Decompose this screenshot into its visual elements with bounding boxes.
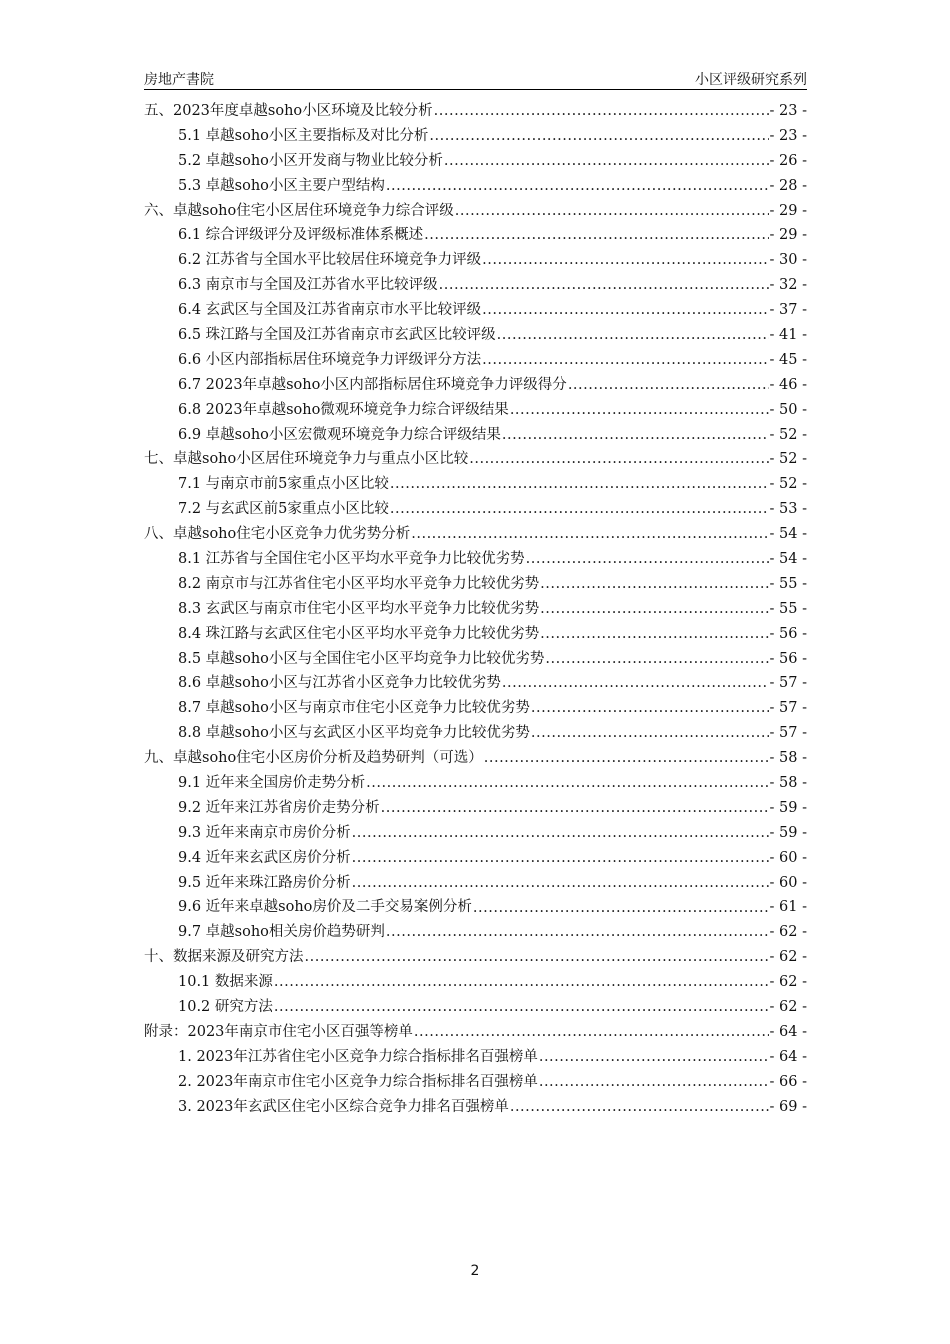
toc-entry-title: 9.2 近年来江苏省房价走势分析	[178, 799, 380, 816]
toc-section-entry[interactable]	[144, 547, 807, 572]
toc-dot-leader	[434, 99, 769, 124]
toc-entry-page: - 62 -	[769, 949, 807, 966]
page-header	[144, 67, 807, 90]
toc-dot-leader	[455, 199, 769, 224]
toc-chapter-entry[interactable]	[144, 199, 807, 224]
toc-dot-leader	[390, 472, 769, 497]
toc-dot-leader	[274, 970, 769, 995]
toc-entry-page: - 59 -	[769, 824, 807, 841]
toc-entry-title: 九、卓越soho住宅小区房价分析及趋势研判（可选）	[144, 750, 483, 767]
toc-dot-leader	[540, 622, 768, 647]
toc-entry-title: 5.1 卓越soho小区主要指标及对比分析	[178, 127, 429, 144]
toc-entry-title: 5.3 卓越soho小区主要户型结构	[178, 177, 385, 194]
toc-entry-title: 七、卓越soho小区居住环境竞争力与重点小区比较	[144, 451, 469, 468]
page-number: 2	[470, 1263, 480, 1279]
toc-dot-leader	[439, 273, 769, 298]
toc-dot-leader	[497, 323, 769, 348]
toc-entry-title: 6.6 小区内部指标居住环境竞争力评级评分方法	[178, 351, 482, 368]
toc-entry-page: - 58 -	[769, 775, 807, 792]
toc-entry-title: 6.7 2023年卓越soho小区内部指标居住环境竞争力评级得分	[178, 376, 567, 393]
toc-entry-page: - 54 -	[769, 551, 807, 568]
toc-section-entry[interactable]	[144, 821, 807, 846]
toc-entry-title: 6.5 珠江路与全国及江苏省南京市玄武区比较评级	[178, 327, 496, 343]
toc-section-entry[interactable]	[144, 896, 807, 921]
toc-entry-title: 7.2 与玄武区前5家重点小区比较	[178, 501, 389, 518]
header-publisher: 房地产書院	[144, 72, 214, 88]
toc-chapter-entry[interactable]	[144, 1020, 807, 1045]
toc-section-entry[interactable]	[144, 124, 807, 149]
toc-dot-leader	[305, 945, 769, 970]
toc-dot-leader	[444, 149, 769, 174]
toc-entry-page: - 29 -	[769, 227, 807, 244]
toc-entry-title: 6.4 玄武区与全国及江苏省南京市水平比较评级	[178, 302, 482, 319]
toc-entry-title: 1. 2023年江苏省住宅小区竞争力综合指标排名百强榜单	[178, 1048, 538, 1065]
toc-entry-page: - 56 -	[769, 650, 807, 667]
toc-dot-leader	[352, 846, 769, 871]
toc-entry-title: 7.1 与南京市前5家重点小区比较	[178, 476, 389, 493]
toc-entry-title: 9.6 近年来卓越soho房价及二手交易案例分析	[178, 899, 472, 916]
toc-dot-leader	[510, 398, 769, 423]
toc-entry-title: 8.3 玄武区与南京市住宅小区平均水平竞争力比较优劣势	[178, 600, 540, 617]
toc-section-entry[interactable]	[144, 1070, 807, 1095]
toc-entry-page: - 37 -	[769, 302, 807, 319]
toc-section-entry[interactable]	[144, 1095, 807, 1120]
toc-entry-page: - 29 -	[769, 202, 807, 219]
toc-section-entry[interactable]	[144, 223, 807, 248]
toc-chapter-entry[interactable]	[144, 447, 807, 472]
toc-entry-title: 9.3 近年来南京市房价分析	[178, 824, 351, 841]
toc-section-entry[interactable]	[144, 647, 807, 672]
toc-entry-title: 6.9 卓越soho小区宏微观环境竞争力综合评级结果	[178, 426, 501, 443]
toc-entry-title: 9.7 卓越soho相关房价趋势研判	[178, 924, 385, 941]
toc-entry-page: - 64 -	[769, 1023, 807, 1040]
toc-dot-leader	[366, 771, 768, 796]
toc-dot-leader	[473, 896, 769, 921]
toc-dot-leader	[502, 671, 769, 696]
toc-entry-title: 六、卓越soho住宅小区居住环境竞争力综合评级	[144, 202, 454, 219]
toc-section-entry[interactable]	[144, 796, 807, 821]
toc-dot-leader	[540, 597, 768, 622]
toc-entry-page: - 55 -	[769, 600, 807, 617]
toc-entry-page: - 57 -	[769, 675, 807, 692]
toc-section-entry[interactable]	[144, 174, 807, 199]
toc-entry-title: 8.1 江苏省与全国住宅小区平均水平竞争力比较优劣势	[178, 551, 525, 568]
toc-section-entry[interactable]	[144, 622, 807, 647]
toc-entry-title: 五、2023年度卓越soho小区环境及比较分析	[144, 102, 433, 119]
toc-dot-leader	[386, 174, 769, 199]
toc-chapter-entry[interactable]	[144, 99, 807, 124]
toc-entry-page: - 57 -	[769, 725, 807, 742]
toc-dot-leader	[540, 572, 768, 597]
toc-dot-leader	[568, 373, 769, 398]
toc-entry-page: - 32 -	[769, 277, 807, 294]
toc-section-entry[interactable]	[144, 771, 807, 796]
toc-entry-page: - 45 -	[769, 351, 807, 368]
toc-dot-leader	[274, 995, 769, 1020]
toc-section-entry[interactable]	[144, 721, 807, 746]
toc-entry-title: 8.8 卓越soho小区与玄武区小区平均竞争力比较优劣势	[178, 725, 530, 742]
toc-entry-page: - 56 -	[769, 625, 807, 642]
toc-section-entry[interactable]	[144, 497, 807, 522]
toc-entry-page: - 28 -	[769, 177, 807, 194]
toc-dot-leader	[539, 1070, 769, 1095]
toc-dot-leader	[390, 497, 769, 522]
toc-entry-page: - 26 -	[769, 152, 807, 169]
toc-section-entry[interactable]	[144, 323, 807, 348]
toc-chapter-entry[interactable]	[144, 945, 807, 970]
toc-section-entry[interactable]	[144, 149, 807, 174]
toc-entry-page: - 41 -	[769, 327, 807, 343]
toc-entry-page: - 62 -	[769, 924, 807, 941]
toc-section-entry[interactable]	[144, 273, 807, 298]
toc-section-entry[interactable]	[144, 970, 807, 995]
header-series: 小区评级研究系列	[695, 72, 807, 88]
toc-entry-page: - 30 -	[769, 252, 807, 269]
toc-dot-leader	[484, 746, 769, 771]
toc-dot-leader	[482, 348, 768, 373]
toc-entry-title: 8.6 卓越soho小区与江苏省小区竞争力比较优劣势	[178, 675, 501, 692]
toc-entry-title: 9.5 近年来珠江路房价分析	[178, 874, 351, 891]
toc-entry-title: 附录：2023年南京市住宅小区百强等榜单	[144, 1023, 413, 1040]
toc-section-entry[interactable]	[144, 398, 807, 423]
toc-entry-page: - 61 -	[769, 899, 807, 916]
toc-dot-leader	[411, 522, 768, 547]
toc-chapter-entry[interactable]	[144, 522, 807, 547]
toc-entry-title: 十、数据来源及研究方法	[144, 949, 304, 966]
toc-dot-leader	[545, 647, 768, 672]
toc-entry-title: 6.8 2023年卓越soho微观环境竞争力综合评级结果	[178, 401, 509, 418]
toc-entry-title: 6.2 江苏省与全国水平比较居住环境竞争力评级	[178, 252, 482, 269]
toc-entry-page: - 57 -	[769, 700, 807, 717]
toc-entry-page: - 53 -	[769, 501, 807, 518]
toc-entry-page: - 69 -	[769, 1098, 807, 1115]
toc-section-entry[interactable]	[144, 572, 807, 597]
toc-entry-title: 八、卓越soho住宅小区竞争力优劣势分析	[144, 526, 411, 543]
toc-dot-leader	[352, 871, 769, 896]
toc-entry-page: - 23 -	[769, 127, 807, 144]
toc-entry-page: - 46 -	[769, 376, 807, 393]
toc-dot-leader	[352, 821, 769, 846]
toc-dot-leader	[482, 248, 768, 273]
table-of-contents	[144, 99, 807, 1120]
toc-entry-title: 2. 2023年南京市住宅小区竞争力综合指标排名百强榜单	[178, 1073, 538, 1090]
toc-section-entry[interactable]	[144, 671, 807, 696]
toc-entry-page: - 54 -	[769, 526, 807, 543]
toc-dot-leader	[510, 1095, 769, 1120]
toc-entry-page: - 62 -	[769, 974, 807, 991]
toc-entry-page: - 64 -	[769, 1048, 807, 1065]
toc-dot-leader	[414, 1020, 769, 1045]
toc-dot-leader	[502, 423, 769, 448]
toc-entry-page: - 23 -	[769, 102, 807, 119]
toc-entry-page: - 58 -	[769, 750, 807, 767]
toc-entry-title: 10.1 数据来源	[178, 974, 273, 991]
toc-entry-title: 10.2 研究方法	[178, 999, 273, 1016]
toc-section-entry[interactable]	[144, 597, 807, 622]
toc-entry-page: - 60 -	[769, 874, 807, 891]
toc-entry-title: 5.2 卓越soho小区开发商与物业比较分析	[178, 152, 443, 169]
toc-section-entry[interactable]	[144, 846, 807, 871]
toc-section-entry[interactable]	[144, 920, 807, 945]
toc-section-entry[interactable]	[144, 472, 807, 497]
toc-entry-page: - 52 -	[769, 476, 807, 493]
toc-section-entry[interactable]	[144, 1045, 807, 1070]
toc-dot-leader	[482, 298, 768, 323]
toc-entry-page: - 52 -	[769, 426, 807, 443]
toc-entry-title: 6.1 综合评级评分及评级标准体系概述	[178, 227, 424, 244]
toc-entry-page: - 66 -	[769, 1073, 807, 1090]
toc-dot-leader	[526, 547, 769, 572]
toc-dot-leader	[469, 447, 768, 472]
toc-section-entry[interactable]	[144, 871, 807, 896]
toc-entry-title: 8.4 珠江路与玄武区住宅小区平均水平竞争力比较优劣势	[178, 625, 540, 642]
toc-entry-title: 8.2 南京市与江苏省住宅小区平均水平竞争力比较优劣势	[178, 575, 540, 592]
toc-entry-title: 8.5 卓越soho小区与全国住宅小区平均竞争力比较优劣势	[178, 650, 545, 667]
toc-dot-leader	[424, 223, 768, 248]
toc-entry-title: 9.4 近年来玄武区房价分析	[178, 849, 351, 866]
toc-entry-title: 3. 2023年玄武区住宅小区综合竞争力排名百强榜单	[178, 1098, 509, 1115]
toc-section-entry[interactable]	[144, 248, 807, 273]
toc-entry-page: - 62 -	[769, 999, 807, 1016]
toc-entry-page: - 55 -	[769, 575, 807, 592]
toc-chapter-entry[interactable]	[144, 746, 807, 771]
toc-dot-leader	[539, 1045, 769, 1070]
toc-entry-page: - 59 -	[769, 799, 807, 816]
toc-section-entry[interactable]	[144, 373, 807, 398]
toc-entry-page: - 60 -	[769, 849, 807, 866]
toc-entry-page: - 52 -	[769, 451, 807, 468]
toc-section-entry[interactable]	[144, 423, 807, 448]
toc-entry-title: 9.1 近年来全国房价走势分析	[178, 775, 366, 792]
toc-dot-leader	[381, 796, 769, 821]
toc-section-entry[interactable]	[144, 348, 807, 373]
toc-dot-leader	[386, 920, 769, 945]
toc-entry-title: 6.3 南京市与全国及江苏省水平比较评级	[178, 277, 438, 294]
toc-section-entry[interactable]	[144, 696, 807, 721]
toc-section-entry[interactable]	[144, 298, 807, 323]
toc-dot-leader	[429, 124, 768, 149]
toc-entry-title: 8.7 卓越soho小区与南京市住宅小区竞争力比较优劣势	[178, 700, 530, 717]
toc-dot-leader	[531, 721, 769, 746]
toc-entry-page: - 50 -	[769, 401, 807, 418]
toc-dot-leader	[531, 696, 769, 721]
toc-section-entry[interactable]	[144, 995, 807, 1020]
